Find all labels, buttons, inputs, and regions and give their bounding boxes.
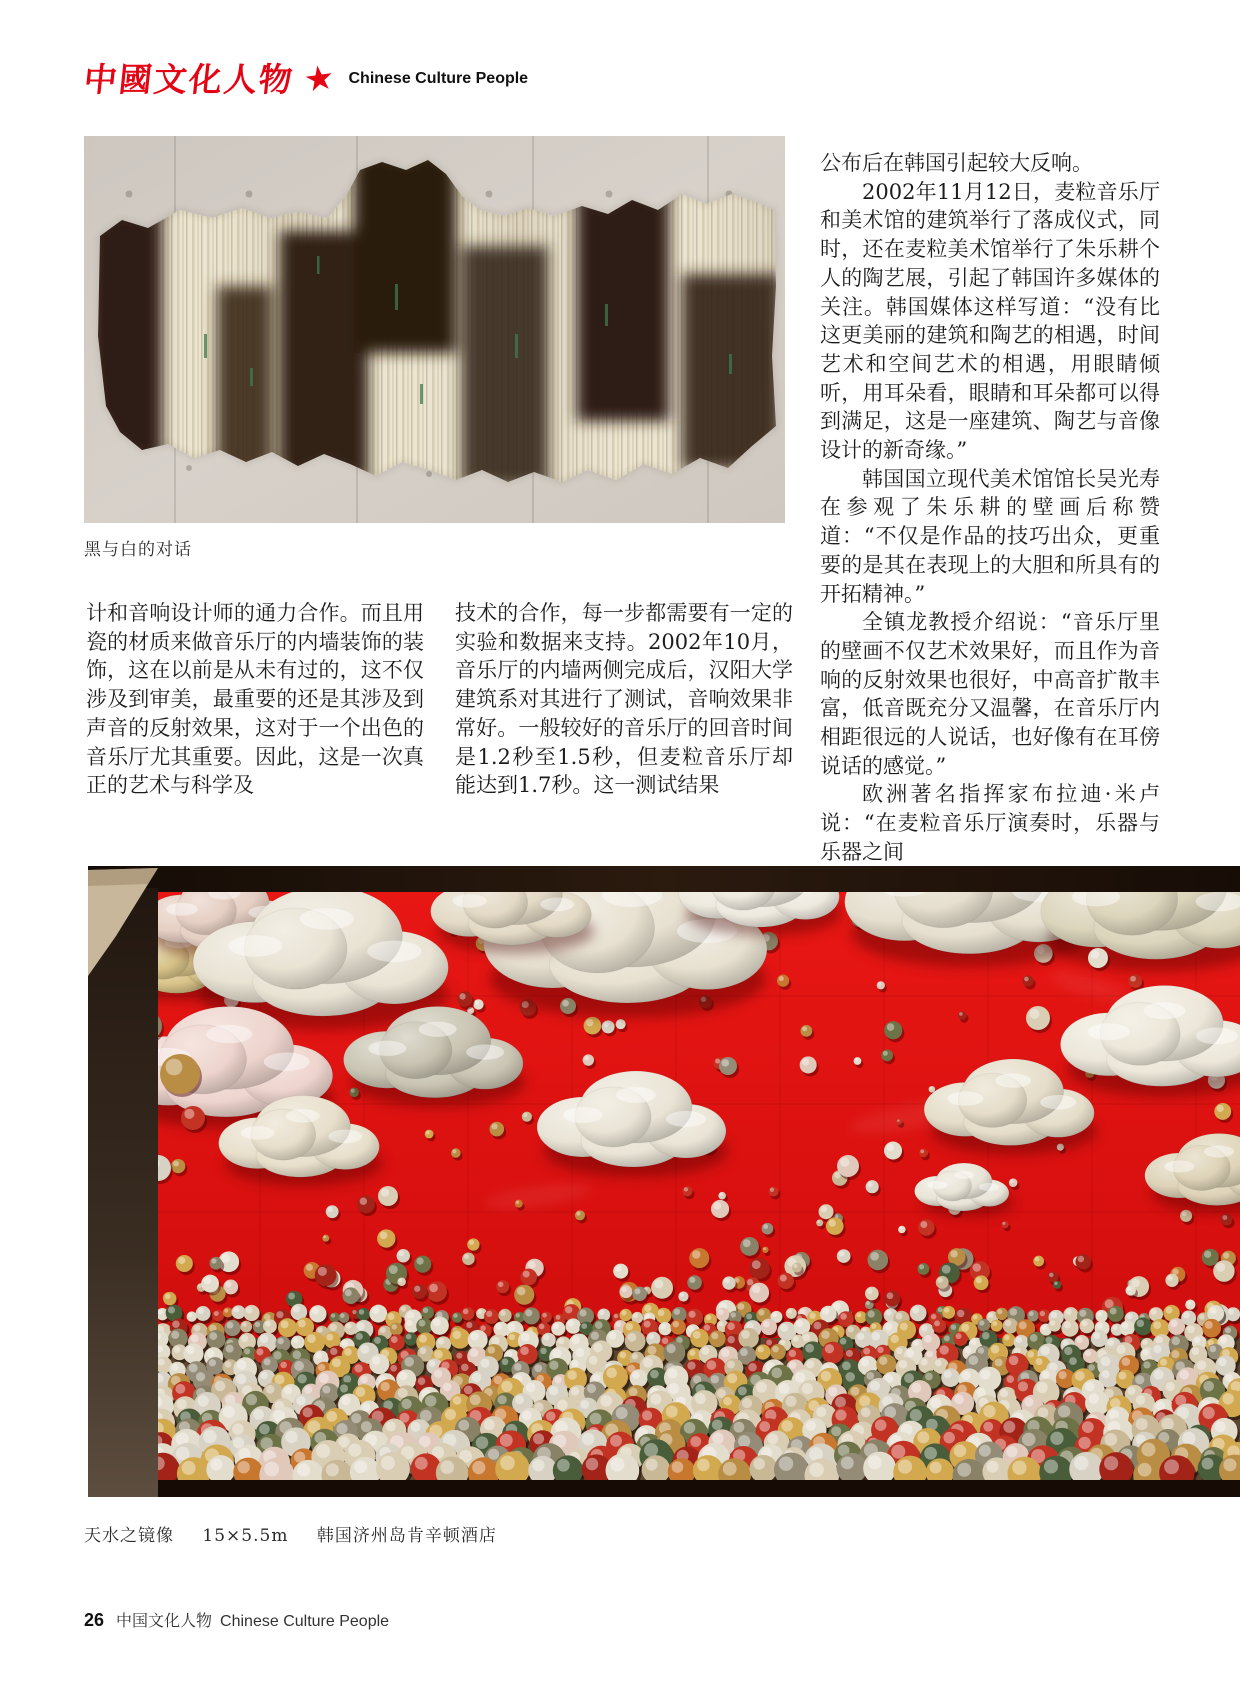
star-icon: ★ (301, 57, 338, 101)
ceiling-band (88, 866, 1240, 892)
left-wall-corner (88, 888, 158, 1497)
pebble-field-dense (146, 1304, 1240, 1496)
page-footer (84, 1608, 389, 1631)
photo2-caption (84, 1521, 519, 1546)
artwork-location: 韩国济州岛肯辛顿酒店 (316, 1526, 497, 1546)
artwork-size: 15×5.5m (202, 1526, 289, 1546)
footer-magazine-cn: 中国文化人物 (116, 1613, 213, 1630)
photo1-caption: 黑与白的对话 (84, 540, 192, 560)
paragraph: 韩国国立现代美术馆馆长吴光寿在参观了朱乐耕的壁画后称赞道：“不仅是作品的技巧出众，更重要的是其在表现上的大胆和所具有的开拓精神。” (820, 466, 1160, 606)
black-white-artwork-photo (84, 136, 785, 523)
text-column-2 (455, 599, 793, 800)
paragraph: 欧洲著名指挥家布拉迪·米卢说：“在麦粒音乐厅演奏时，乐器与乐器之间 (820, 782, 1160, 864)
text-column-1 (86, 599, 424, 800)
paragraph: 公布后在韩国引起较大反响。 (820, 151, 1093, 175)
paragraph: 2002年11月12日，麦粒音乐厅和美术馆的建筑举行了落成仪式，同时，还在麦粒美术馆举行了朱乐耕个人的陶艺展，引起了韩国许多媒体的关注。韩国媒体这样写道：“没有比这更美丽的建筑和陶艺的相遇，时间艺术和空间艺术的相遇，用眼睛倾听，用耳朵看，眼睛和耳朵都可以得到满足，这是一座建筑、陶艺与音像设计的新奇缘。” (820, 179, 1160, 463)
page-header (81, 57, 529, 101)
red-wall-artwork-graphic (88, 866, 1240, 1497)
paragraph: 技术的合作，每一步都需要有一定的实验和数据来支持。2002年10月，音乐厅的内墙两侧完成后，汉阳大学建筑系对其进行了测试，音响效果非常好。一般较好的音乐厅的回音时间是1.2秒至1.5秒，但麦粒音乐厅却能达到1.7秒。这一测试结果 (455, 601, 793, 798)
magazine-logo-en: Chinese Culture People (348, 70, 529, 87)
footer-magazine-en: Chinese Culture People (220, 1613, 390, 1630)
text-column-3 (820, 149, 1160, 867)
paragraph: 全镇龙教授介绍说：“音乐厅里的壁画不仅艺术效果好，而且作为音响的反射效果也很好，中高音扩散丰富，低音既充分又温馨，在音乐厅内相距很远的人说话，也好像有在耳傍说话的感觉。” (820, 610, 1160, 778)
wedge-shadow (88, 868, 158, 886)
paragraph: 计和音响设计师的通力合作。而且用瓷的材质来做音乐厅的内墙装饰的装饰，这在以前是从未有过的，这不仅涉及到审美，最重要的还是其涉及到声音的反射效果，这对于一个出色的音乐厅尤其重要。因此，这是一次真正的艺术与科学及 (86, 601, 424, 798)
page-number: 26 (84, 1610, 105, 1630)
artwork-title: 天水之镜像 (84, 1526, 174, 1546)
photo-bottom-shadow (156, 1480, 1240, 1497)
magazine-logo-cn: 中國文化人物 (81, 59, 297, 99)
black-white-artwork-graphic (84, 136, 785, 523)
red-wall-artwork-photo (88, 866, 1240, 1497)
